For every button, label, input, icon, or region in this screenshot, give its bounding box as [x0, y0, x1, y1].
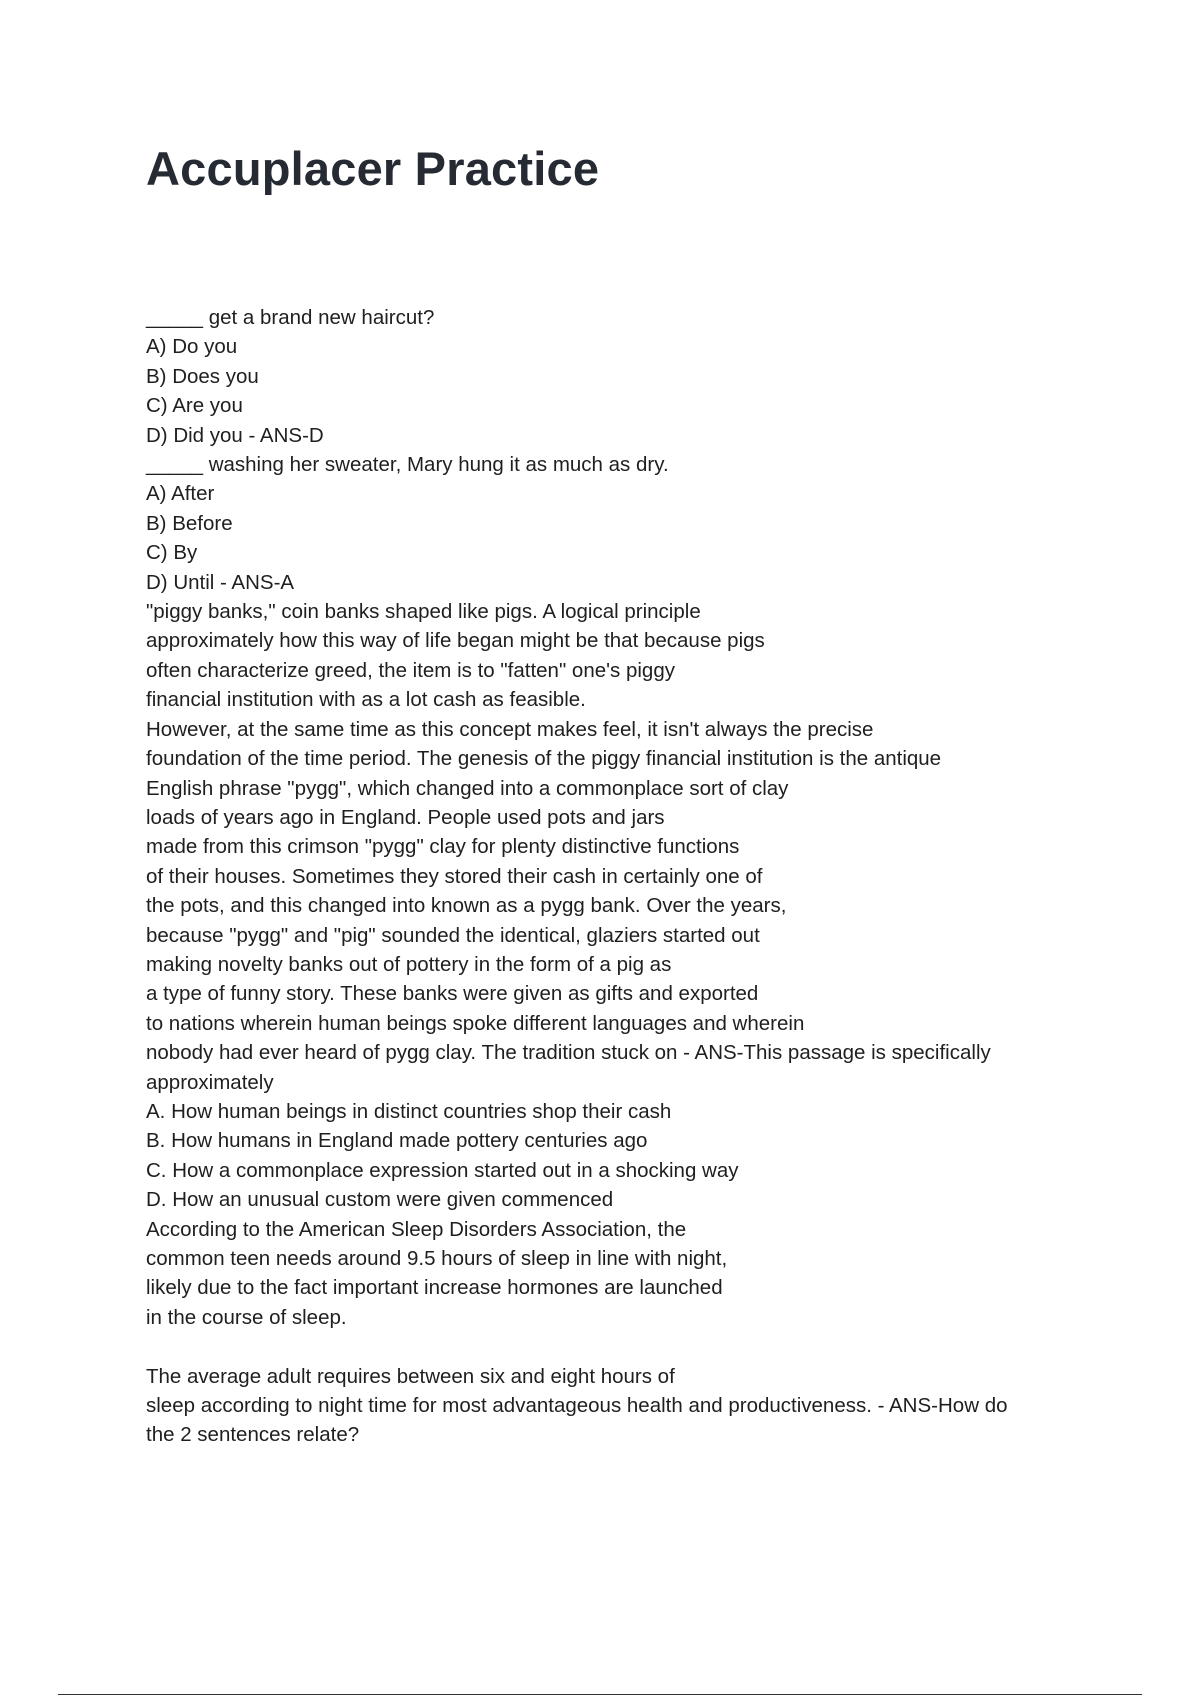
question-4-line: common teen needs around 9.5 hours of sleep in line with night, — [146, 1247, 728, 1270]
passage-line: However, at the same time as this concept makes feel, it isn't always the precise — [146, 717, 874, 741]
passage-line: to nations wherein human beings spoke different languages and wherein — [146, 1011, 805, 1035]
question-4-line: The average adult requires between six and eight hours of — [146, 1364, 675, 1388]
passage-line: financial institution with as a lot cash as feasible. — [146, 688, 586, 712]
question-4-line-answer: sleep according to night time for most advantageous health and productiveness. - ANS-How do — [146, 1394, 1008, 1418]
passage-line: a type of funny story. These banks were given as gifts and exported — [146, 982, 759, 1006]
question-2-option-a: A) After — [146, 482, 215, 506]
question-4-line: likely due to the fact important increase hormones are launched — [146, 1276, 723, 1300]
passage-line: the pots, and this changed into known as a pygg bank. Over the years, — [146, 894, 787, 918]
question-1-option-b: B) Does you — [146, 364, 259, 388]
question-4-line: the 2 sentences relate? — [146, 1423, 360, 1447]
passage-line: making novelty banks out of pottery in the form of a pig as — [146, 952, 672, 976]
question-3-option-a: A. How human beings in distinct countries shop their cash — [146, 1099, 672, 1123]
passage-line: loads of years ago in England. People used pots and jars — [146, 805, 665, 829]
passage-line: foundation of the time period. The genesis of the piggy financial institution is the antique — [146, 747, 942, 771]
passage-line: of their houses. Sometimes they stored their cash in certainly one of — [146, 864, 763, 888]
question-3-option-d: D. How an unusual custom were given commenced — [146, 1188, 614, 1212]
passage-line: "piggy banks," coin banks shaped like pigs. A logical principle — [146, 600, 701, 624]
question-4-line: in the course of sleep. — [146, 1305, 347, 1329]
question-2-option-d-answer: D) Until - ANS-A — [146, 570, 295, 594]
document-body — [146, 303, 1106, 1450]
passage-line: approximately how this way of life began might be that because pigs — [146, 629, 765, 653]
page-title: Accuplacer Practice — [146, 142, 600, 195]
footer-divider — [58, 1694, 1142, 1695]
passage-line: often characterize greed, the item is to "fatten" one's piggy — [146, 658, 675, 682]
question-3-option-c: C. How a commonplace expression started out in a shocking way — [146, 1158, 739, 1182]
question-1-option-d-answer: D) Did you - ANS-D — [146, 423, 324, 447]
passage-line: approximately — [146, 1070, 274, 1094]
question-3-option-b: B. How humans in England made pottery centuries ago — [146, 1129, 648, 1153]
passage-line: English phrase "pygg", which changed into a commonplace sort of clay — [146, 776, 789, 800]
passage-line: made from this crimson "pygg" clay for plenty distinctive functions — [146, 835, 740, 859]
question-2-option-b: B) Before — [146, 511, 233, 535]
question-1-option-c: C) Are you — [146, 394, 243, 418]
question-2-prompt: _____ washing her sweater, Mary hung it as much as dry. — [146, 453, 669, 477]
question-4-line: According to the American Sleep Disorders Association, the — [146, 1217, 687, 1241]
passage-line: because "pygg" and "pig" sounded the identical, glaziers started out — [146, 923, 760, 947]
passage-line-answer: nobody had ever heard of pygg clay. The tradition stuck on - ANS-This passage is specifically — [146, 1041, 991, 1065]
question-1-prompt: _____ get a brand new haircut? — [146, 306, 435, 329]
paragraph-spacer — [146, 1332, 1106, 1361]
question-1-option-a: A) Do you — [146, 335, 238, 359]
question-2-option-c: C) By — [146, 541, 198, 565]
